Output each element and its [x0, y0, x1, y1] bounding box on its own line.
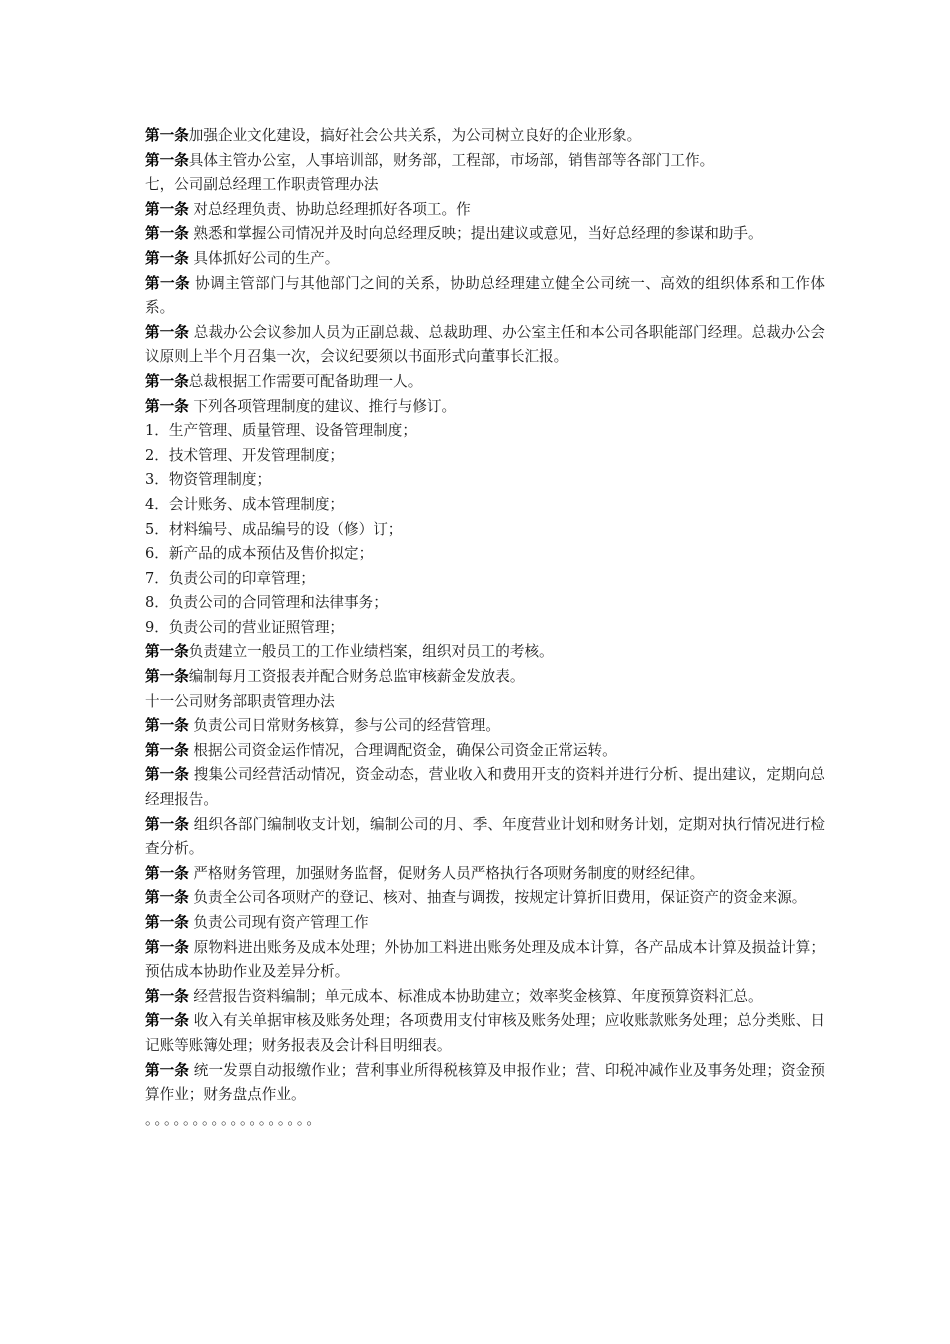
paragraph-text: 经营报告资料编制；单元成本、标准成本协助建立；效率奖金核算、年度预算资料汇总。 [188, 987, 763, 1005]
article-label: 第一条 [145, 151, 189, 169]
paragraph-text: 4．会计账务、成本管理制度； [145, 495, 345, 513]
article-label: 第一条 [145, 225, 189, 243]
paragraph-text: 下列各项管理制度的建议、推行与修订。 [188, 397, 457, 415]
paragraph [145, 886, 825, 911]
paragraph [145, 911, 825, 936]
paragraph-text: 总裁根据工作需要可配备助理一人。 [188, 372, 423, 390]
paragraph [145, 690, 825, 715]
article-label: 第一条 [145, 1012, 190, 1030]
paragraph [145, 665, 825, 690]
paragraph [145, 468, 825, 493]
paragraph-text: 编制每月工资报表并配合财务总监审核薪金发放表。 [188, 668, 525, 686]
paragraph [145, 198, 825, 223]
paragraph [145, 591, 825, 616]
paragraph-text: 收入有关单据审核及账务处理；各项费用支付审核及账务处理；应收账款账务处理；总分类账、日记账等账簿处理；财务报表及会计科目明细表。 [145, 1012, 825, 1054]
article-label: 第一条 [145, 889, 189, 907]
paragraph-text: 总裁办公会议参加人员为正副总裁、总裁助理、办公室主任和本公司各职能部门经理。总裁办公会议原则上半个月召集一次，会议纪要须以书面形式向董事长汇报。 [145, 323, 825, 366]
paragraph-text: 严格财务管理，加强财务监督，促财务人员严格执行各项财务制度的财经纪律。 [188, 864, 705, 882]
paragraph [145, 567, 825, 592]
paragraph [145, 640, 825, 665]
paragraph [145, 370, 825, 395]
paragraph-text: 负责全公司各项财产的登记、核对、抽查与调拨，按规定计算折旧费用，保证资产的资金来源。 [188, 889, 807, 907]
paragraph-text: 具体抓好公司的生产。 [188, 249, 340, 267]
paragraph-text: 根据公司资金运作情况，合理调配资金，确保公司资金正常运转。 [188, 741, 617, 759]
paragraph-text: 6．新产品的成本预估及售价拟定； [145, 545, 374, 563]
article-label: 第一条 [145, 741, 189, 759]
paragraph-text: 熟悉和掌握公司情况并及时向总经理反映；提出建议或意见，当好总经理的参谋和助手。 [188, 225, 763, 243]
paragraph [145, 739, 825, 764]
article-label: 第一条 [145, 200, 189, 218]
paragraph-text: 5．材料编号、成品编号的设（修）订； [145, 520, 403, 538]
paragraph [145, 321, 825, 370]
article-label: 第一条 [145, 815, 190, 833]
paragraph-text: 负责公司现有资产管理工作 [188, 914, 369, 931]
paragraph [145, 813, 825, 862]
paragraph-text: 搜集公司经营活动情况，资金动态，营业收入和费用开支的资料并进行分析、提出建议，定期向总经理报告。 [145, 766, 825, 809]
paragraph [145, 862, 825, 887]
paragraph [145, 763, 825, 812]
paragraph [145, 419, 825, 444]
paragraph-text: 7．负责公司的印章管理； [145, 569, 315, 587]
paragraph [145, 1059, 825, 1108]
paragraph [145, 149, 825, 174]
article-label: 第一条 [145, 397, 189, 415]
paragraph [145, 936, 825, 985]
paragraph-text: 9．负责公司的营业证照管理； [145, 618, 345, 636]
article-label: 第一条 [145, 274, 191, 292]
paragraph [145, 493, 825, 518]
paragraph-text: 3．物资管理制度； [145, 471, 272, 489]
paragraph-text: 8．负责公司的合同管理和法律事务； [145, 594, 388, 612]
paragraph [145, 247, 825, 272]
article-label: 第一条 [145, 938, 190, 956]
article-label: 第一条 [145, 323, 190, 341]
paragraph-text: 对总经理负责、协助总经理抓好各项工。作 [188, 200, 471, 218]
paragraph-text: 负责公司日常财务核算，参与公司的经营管理。 [188, 717, 500, 735]
article-label: 第一条 [145, 668, 189, 686]
document-body [145, 124, 825, 1132]
paragraph [145, 616, 825, 641]
paragraph-text: 七，公司副总经理工作职责管理办法 [145, 176, 379, 194]
article-label: 第一条 [145, 372, 189, 390]
paragraph-text: 1．生产管理、质量管理、设备管理制度； [145, 422, 417, 440]
paragraph-text: 协调主管部门与其他部门之间的关系，协助总经理建立健全公司统一、高效的组织体系和工作体系。 [145, 274, 825, 317]
paragraph-text: 十一公司财务部职责管理办法 [145, 692, 335, 710]
paragraph-text: 2．技术管理、开发管理制度； [145, 446, 345, 464]
paragraph [145, 542, 825, 567]
paragraph [145, 985, 825, 1010]
article-label: 第一条 [145, 914, 189, 931]
paragraph [145, 1009, 825, 1058]
paragraph [145, 444, 825, 469]
article-label: 第一条 [145, 1061, 190, 1079]
article-label: 第一条 [145, 717, 189, 735]
paragraph [145, 395, 825, 420]
paragraph-text: 具体主管办公室，人事培训部，财务部，工程部，市场部，销售部等各部门工作。 [188, 151, 715, 169]
paragraph [145, 714, 825, 739]
paragraph [145, 222, 825, 247]
paragraph [145, 518, 825, 543]
paragraph [145, 173, 825, 198]
ellipsis-dots: 。。。。。。。。。。。。。。。。。。 [145, 1110, 324, 1128]
paragraph-text: 原物料进出账务及成本处理；外协加工料进出账务处理及成本计算，各产品成本计算及损益计算；预估成本协助作业及差异分析。 [145, 938, 825, 981]
paragraph-text: 负责建立一般员工的工作业绩档案，组织对员工的考核。 [188, 643, 554, 661]
paragraph [145, 272, 825, 321]
article-label: 第一条 [145, 127, 189, 144]
article-label: 第一条 [145, 987, 189, 1005]
paragraph-text: 加强企业文化建设，搞好社会公共关系，为公司树立良好的企业形象。 [188, 127, 642, 144]
paragraph-text: 统一发票自动报缴作业；营利事业所得税核算及申报作业；营、印税冲减作业及事务处理；资金预算作业；财务盘点作业。 [145, 1061, 825, 1104]
article-label: 第一条 [145, 643, 189, 661]
paragraph-text: 组织各部门编制收支计划，编制公司的月、季、年度营业计划和财务计划，定期对执行情况进行检查分析。 [145, 815, 825, 858]
paragraph [145, 124, 825, 149]
article-label: 第一条 [145, 249, 189, 267]
article-label: 第一条 [145, 864, 189, 882]
article-label: 第一条 [145, 766, 190, 784]
